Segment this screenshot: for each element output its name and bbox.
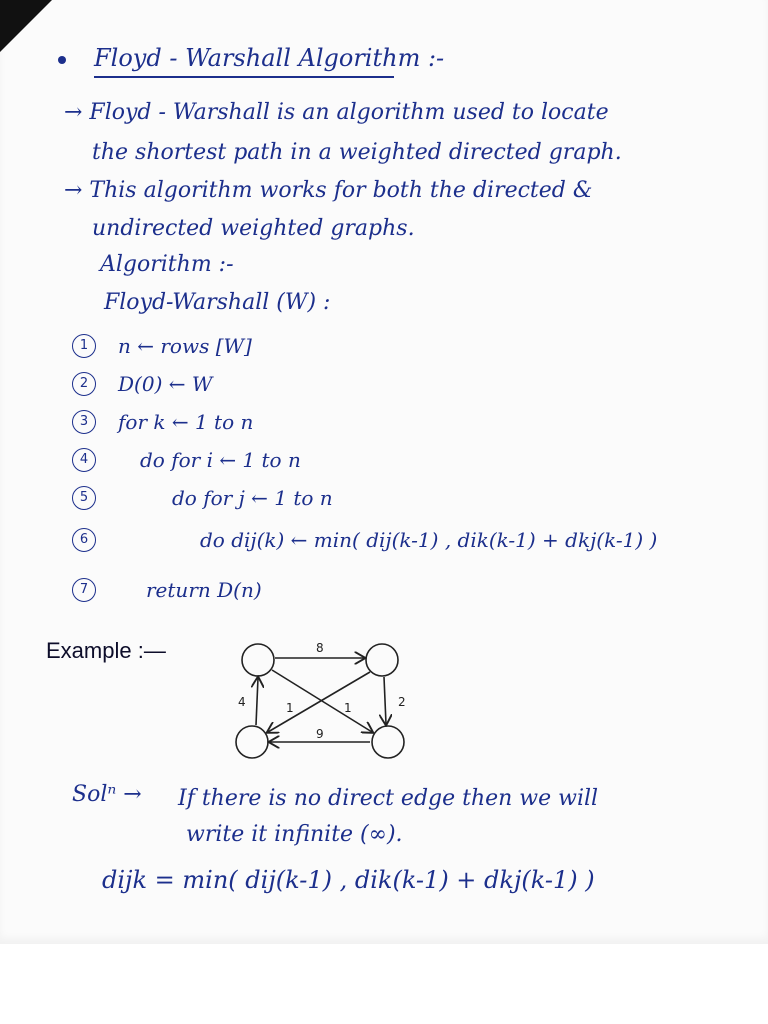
solution-line-1: If there is no direct edge then we will <box>178 786 599 811</box>
page-bottom-margin <box>0 944 768 1024</box>
edge-weight-top: 8 <box>316 641 324 655</box>
step-number-3: 3 <box>72 410 96 434</box>
edge-weight-right: 2 <box>398 695 406 709</box>
page-title: Floyd - Warshall Algorithm :- <box>94 44 445 72</box>
solution-label: Solⁿ → <box>72 782 142 807</box>
step-number-1: 1 <box>72 334 96 358</box>
step-2-text: D(0) ← W <box>118 372 213 396</box>
step-3-text: for k ← 1 to n <box>118 410 254 434</box>
graph-edge-diag-2 <box>268 672 370 732</box>
graph-node-bottom-right <box>372 726 404 758</box>
algorithm-heading: Algorithm :- <box>100 252 234 277</box>
step-number-6: 6 <box>72 528 96 552</box>
edge-weight-diag-2: 1 <box>344 701 352 715</box>
title-underline <box>94 76 394 78</box>
step-1-text: n ← rows [W] <box>118 334 252 358</box>
intro-line-2: the shortest path in a weighted directed graph. <box>92 140 622 165</box>
solution-line-2: write it infinite (∞). <box>186 822 403 847</box>
step-6-text: do dij(k) ← min( dij(k-1) , dik(k-1) + dkj(k-1) ) <box>200 528 658 552</box>
step-number-7: 7 <box>72 578 96 602</box>
title-bullet <box>58 56 66 64</box>
algorithm-signature: Floyd-Warshall (W) : <box>104 290 331 315</box>
page-corner-shadow <box>0 0 52 52</box>
intro-line-3: → This algorithm works for both the directed & <box>64 178 593 203</box>
step-4-text: do for i ← 1 to n <box>140 448 301 472</box>
graph-edge-left <box>256 678 258 725</box>
edge-weight-bottom: 9 <box>316 727 324 741</box>
graph-node-top-left <box>242 644 274 676</box>
step-number-4: 4 <box>72 448 96 472</box>
intro-line-1: → Floyd - Warshall is an algorithm used to locate <box>64 100 609 125</box>
example-graph <box>220 630 420 770</box>
graph-node-top-right <box>366 644 398 676</box>
step-5-text: do for j ← 1 to n <box>172 486 333 510</box>
step-number-2: 2 <box>72 372 96 396</box>
graph-edge-right <box>384 677 386 724</box>
solution-formula: dijk = min( dij(k-1) , dik(k-1) + dkj(k-1) ) <box>102 866 595 894</box>
edge-weight-diag-1: 1 <box>286 701 294 715</box>
step-7-text: return D(n) <box>146 578 262 602</box>
intro-line-4: undirected weighted graphs. <box>92 216 415 241</box>
step-number-5: 5 <box>72 486 96 510</box>
edge-weight-left: 4 <box>238 695 246 709</box>
example-label: Example :— <box>46 638 166 663</box>
graph-node-bottom-left <box>236 726 268 758</box>
